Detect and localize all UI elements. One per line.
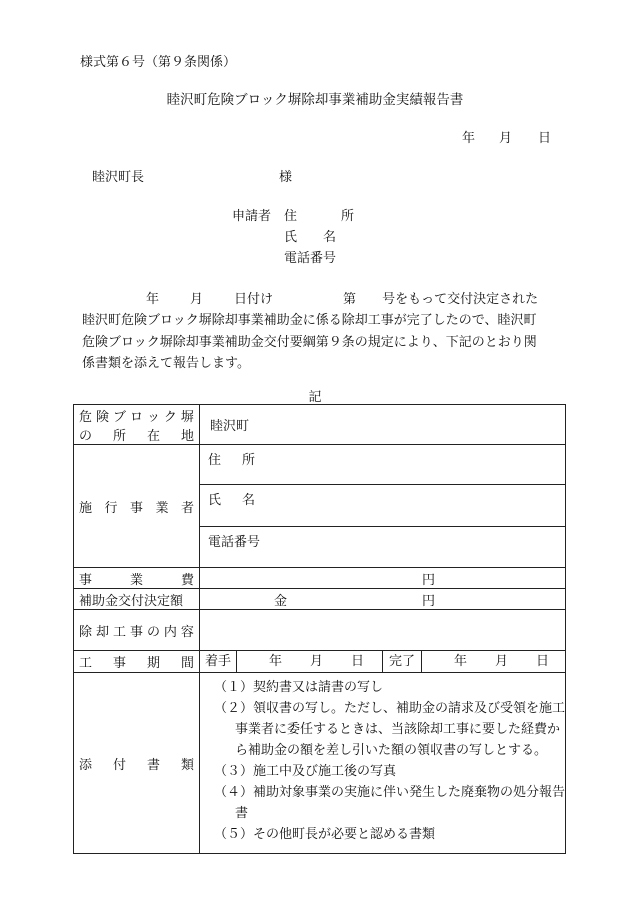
attachment-item-1: （１）契約書又は請書の写し — [214, 680, 384, 695]
period-field — [200, 651, 566, 673]
contractor-name-field[interactable]: 氏 名 — [200, 485, 566, 527]
row-location — [74, 405, 566, 445]
work-content-field[interactable] — [200, 610, 566, 651]
body-line-1: 年 月 日付け 第 号をもって交付決定された — [146, 292, 539, 307]
contractor-tel-field[interactable]: 電話番号 — [200, 527, 566, 568]
cost-label: 事 業 費 — [74, 568, 200, 589]
applicant-name-label: 氏 名 — [284, 230, 336, 245]
row-contractor-address — [74, 445, 566, 485]
row-period — [74, 651, 566, 673]
attachments-label: 添 付 書 類 — [74, 673, 200, 854]
date-month: 月 — [499, 131, 513, 146]
subsidy-label: 補助金交付決定額 — [74, 589, 200, 610]
end-date-field[interactable]: 年 月 日 — [454, 654, 550, 669]
date-day: 日 — [538, 131, 552, 146]
end-label: 完了 — [383, 651, 422, 672]
attachments-list: （１）契約書又は請書の写し （２）領収書の写し。ただし、補助金の請求及び受領を施工 事業者に委任するときは、当該除却工事に要した経費か ら補助金の額を差し引いた額の領収書の写しとする。 （３）施工中及び施工後の写真 （４）補助対象事業の実施に伴い発生した廃棄物の処分報告 書 （５）その他町長が必要と認める書類 — [200, 673, 566, 854]
row-cost — [74, 568, 566, 589]
body-line-2: 睦沢町危険ブロック塀除却事業補助金に係る除却工事が完了したので、睦沢町 — [82, 313, 537, 329]
row-subsidy — [74, 589, 566, 610]
contractor-label: 施 行 事 業 者 — [74, 445, 200, 568]
form-number: 様式第６号（第９条関係） — [80, 55, 237, 70]
location-label: 危 険 ブ ロ ッ ク 塀 の 所 在 地 — [74, 405, 200, 445]
period-label: 工 事 期 間 — [74, 651, 200, 673]
attachment-item-3: （３）施工中及び施工後の写真 — [214, 764, 397, 779]
row-attachments — [74, 673, 566, 854]
contractor-address-field[interactable]: 住 所 — [200, 445, 566, 485]
applicant-tel-label: 電話番号 — [284, 251, 337, 266]
row-work-content — [74, 610, 566, 651]
subsidy-field[interactable]: 金 円 — [200, 589, 566, 610]
location-value[interactable]: 睦沢町 — [200, 405, 566, 445]
body-line-4: 係書類を添えて報告します。 — [82, 355, 250, 371]
attachment-item-4: （４）補助対象事業の実施に伴い発生した廃棄物の処分報告 — [214, 785, 566, 800]
report-body — [82, 289, 552, 374]
applicant-address-label: 住 所 — [284, 209, 354, 224]
date-year: 年 — [462, 131, 476, 146]
report-table — [73, 404, 566, 854]
body-line-3: 危険ブロック塀除却事業補助金交付要綱第９条の規定により、下記のとおり関 — [82, 334, 537, 350]
start-label: 着手 — [200, 651, 237, 672]
ki-heading: 記 — [308, 390, 322, 405]
honorific: 様 — [279, 170, 293, 185]
work-content-label: 除 却 工 事 の 内 容 — [74, 610, 200, 651]
addressee: 睦沢町長 — [92, 170, 145, 185]
document-title: 睦沢町危険ブロック塀除却事業補助金実績報告書 — [166, 92, 464, 108]
attachment-item-5: （５）その他町長が必要と認める書類 — [214, 827, 436, 842]
attachment-item-2: （２）領収書の写し。ただし、補助金の請求及び受領を施工 — [214, 701, 566, 716]
cost-field[interactable]: 円 — [200, 568, 566, 589]
applicant-label: 申請者 — [232, 209, 272, 224]
start-date-field[interactable]: 年 月 日 — [237, 651, 383, 672]
